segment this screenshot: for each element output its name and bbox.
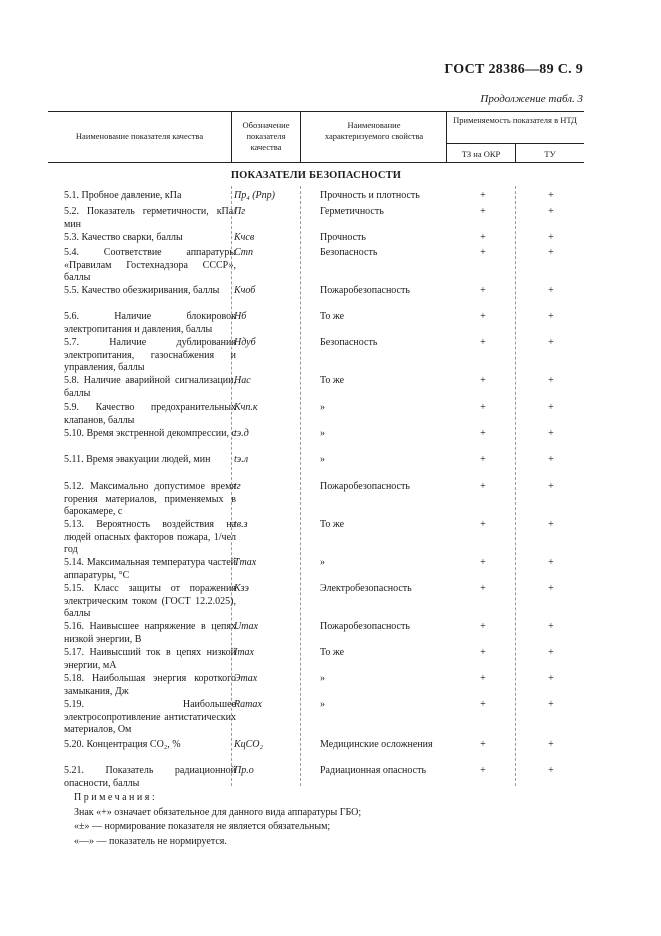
row-name: 5.20. Концентрация CO₂, %: [64, 739, 181, 750]
row-tu: +: [548, 621, 554, 632]
row-tz: +: [480, 428, 486, 439]
row-tu: +: [548, 739, 554, 750]
row-symbol: tэ.д: [234, 428, 249, 439]
row-symbol: Стп: [234, 247, 254, 258]
row-name: 5.5. Качество обезжиривания, баллы: [64, 285, 220, 296]
row-tz: +: [480, 583, 486, 594]
table-header-bottom-rule: [48, 162, 584, 163]
col-header-applicability: Применяемость показателя в НТД: [453, 115, 577, 125]
row-property: То же: [320, 311, 345, 322]
row-symbol: tэ.л: [234, 454, 249, 465]
col-header-tu: ТУ: [544, 149, 556, 159]
row-tu: +: [548, 583, 554, 594]
page-header: ГОСТ 28386—89 С. 9: [444, 62, 583, 77]
notes-block: [74, 791, 361, 849]
row-name: 5.15. Класс защиты от поражения электрическим током (ГОСТ 12.2.025), баллы: [64, 583, 236, 619]
row-property: То же: [320, 375, 345, 386]
row-property: »: [320, 699, 325, 710]
row-tu: +: [548, 232, 554, 243]
row-symbol: tг: [234, 481, 241, 492]
note-line: «±» — нормирование показателя не является обязательным;: [74, 821, 331, 832]
row-name: 5.6. Наличие блокировок электропитания и давления, баллы: [64, 311, 236, 335]
row-symbol: Кчп.к: [234, 402, 258, 413]
row-tu: +: [548, 428, 554, 439]
row-property: Пожаробезопасность: [320, 285, 410, 296]
row-symbol: Пг: [234, 206, 246, 217]
row-symbol: Tmax: [234, 557, 257, 568]
row-tu: +: [548, 454, 554, 465]
row-name: 5.13. Вероятность воздействия на людей опасных факторов пожара, 1/чел год: [64, 519, 236, 555]
note-line: «—» — показатель не нормируется.: [74, 835, 227, 847]
row-name: 5.19. Наибольшее электросопротивление антистатических материалов, Ом: [64, 699, 236, 735]
row-symbol: Imax: [234, 647, 254, 658]
row-tz: +: [480, 402, 486, 413]
col-header-tz: ТЗ на ОКР: [461, 149, 501, 159]
row-name: 5.8. Наличие аварийной сигнализации, баллы: [64, 375, 236, 399]
row-tz: +: [480, 765, 486, 776]
row-symbol: tв.з: [234, 519, 248, 530]
row-tz: +: [480, 519, 486, 530]
row-name: 5.12. Максимально допустимое время горения материалов, применяемых в барокамере, с: [64, 481, 236, 517]
row-tu: +: [548, 190, 554, 201]
row-tu: +: [548, 311, 554, 322]
row-tz: +: [480, 647, 486, 658]
row-name: 5.1. Пробное давление, кПа: [64, 190, 182, 201]
row-tu: +: [548, 699, 554, 710]
col-header-symbol: Обозначение показателя качества: [242, 120, 290, 152]
row-property: Радиационная опасность: [320, 765, 427, 776]
row-tu: +: [548, 375, 554, 386]
row-tz: +: [480, 206, 486, 217]
row-property: Электробезопасность: [320, 583, 412, 594]
row-tz: +: [480, 454, 486, 465]
row-symbol: Пр.о: [234, 765, 254, 776]
row-tu: +: [548, 481, 554, 492]
row-property: То же: [320, 519, 345, 530]
row-symbol: Umax: [234, 621, 258, 632]
row-property: Герметичность: [320, 206, 384, 217]
row-name: 5.18. Наибольшая энергия короткого замыкания, Дж: [64, 673, 236, 697]
table-top-rule: [48, 111, 584, 112]
column-divider-2: [300, 111, 301, 162]
row-symbol: КцCO₂: [234, 739, 264, 750]
row-property: Прочность: [320, 232, 366, 243]
row-tu: +: [548, 402, 554, 413]
col-header-property: Наименование характеризуемого свойства: [324, 120, 424, 141]
row-property: »: [320, 402, 325, 413]
row-symbol: Кчоб: [234, 285, 256, 296]
row-tu: +: [548, 206, 554, 217]
row-property: Пожаробезопасность: [320, 481, 410, 492]
row-tz: +: [480, 481, 486, 492]
row-symbol: Эmax: [234, 673, 258, 684]
row-symbol: Кзэ: [234, 583, 249, 594]
row-symbol: Нб: [234, 311, 247, 322]
column-divider-4: [515, 143, 516, 162]
row-name: 5.4. Соответствие аппаратуры «Правилам Гостехнадзора СССР», баллы: [64, 247, 236, 283]
row-tz: +: [480, 673, 486, 684]
note-line: Знак «+» означает обязательное для данного вида аппаратуры ГБО;: [74, 806, 362, 818]
row-tz: +: [480, 232, 486, 243]
row-tz: +: [480, 739, 486, 750]
row-tz: +: [480, 311, 486, 322]
row-property: »: [320, 673, 325, 684]
row-name: 5.3. Качество сварки, баллы: [64, 232, 183, 243]
row-tz: +: [480, 621, 486, 632]
notes-title: Примечания:: [74, 792, 158, 803]
row-property: »: [320, 428, 325, 439]
row-tu: +: [548, 519, 554, 530]
row-name: 5.7. Наличие дублирования электропитания, газоснабжения и управления, баллы: [64, 337, 236, 373]
row-symbol: Пр₄ (Рпр): [234, 190, 275, 201]
row-symbol: Нас: [234, 375, 251, 386]
row-name: 5.10. Время экстренной декомпрессии, с: [64, 428, 236, 439]
body-divider-3: [515, 186, 516, 786]
row-tz: +: [480, 285, 486, 296]
row-property: »: [320, 557, 325, 568]
row-symbol: Ндуб: [234, 337, 256, 348]
row-property: Медицинские осложнения: [320, 739, 433, 750]
row-tz: +: [480, 375, 486, 386]
col-header-name: Наименование показателя качества: [75, 131, 204, 141]
row-tz: +: [480, 190, 486, 201]
row-tz: +: [480, 557, 486, 568]
row-tz: +: [480, 247, 486, 258]
row-symbol: Rаmax: [234, 699, 262, 710]
row-tu: +: [548, 557, 554, 568]
row-name: 5.14. Максимальная температура частей аппаратуры, °С: [64, 557, 236, 581]
body-divider-2: [300, 186, 301, 786]
row-tu: +: [548, 247, 554, 258]
row-property: То же: [320, 647, 345, 658]
row-symbol: Кчсв: [234, 232, 255, 243]
row-name: 5.21. Показатель радиационной опасности, баллы: [64, 765, 236, 789]
row-property: Безопасность: [320, 337, 378, 348]
column-divider-3: [446, 111, 447, 162]
row-name: 5.2. Показатель герметичности, кПа/мин: [64, 206, 236, 230]
table-continuation-label: Продолжение табл. 3: [480, 93, 583, 105]
row-tz: +: [480, 337, 486, 348]
row-name: 5.17. Наивысший ток в цепях низкой энергии, мА: [64, 647, 236, 671]
row-name: 5.9. Качество предохранительных клапанов, баллы: [64, 402, 236, 426]
row-tu: +: [548, 285, 554, 296]
row-name: 5.16. Наивысшее напряжение в цепях низкой энергии, В: [64, 621, 236, 645]
row-name: 5.11. Время эвакуации людей, мин: [64, 454, 211, 465]
section-title: ПОКАЗАТЕЛИ БЕЗОПАСНОСТИ: [230, 170, 402, 181]
row-tu: +: [548, 673, 554, 684]
row-property: Прочность и плотность: [320, 190, 420, 201]
column-divider-1: [231, 111, 232, 162]
row-property: Пожаробезопасность: [320, 621, 410, 632]
row-tu: +: [548, 647, 554, 658]
row-tu: +: [548, 765, 554, 776]
row-tu: +: [548, 337, 554, 348]
row-property: Безопасность: [320, 247, 378, 258]
row-property: »: [320, 454, 325, 465]
row-tz: +: [480, 699, 486, 710]
